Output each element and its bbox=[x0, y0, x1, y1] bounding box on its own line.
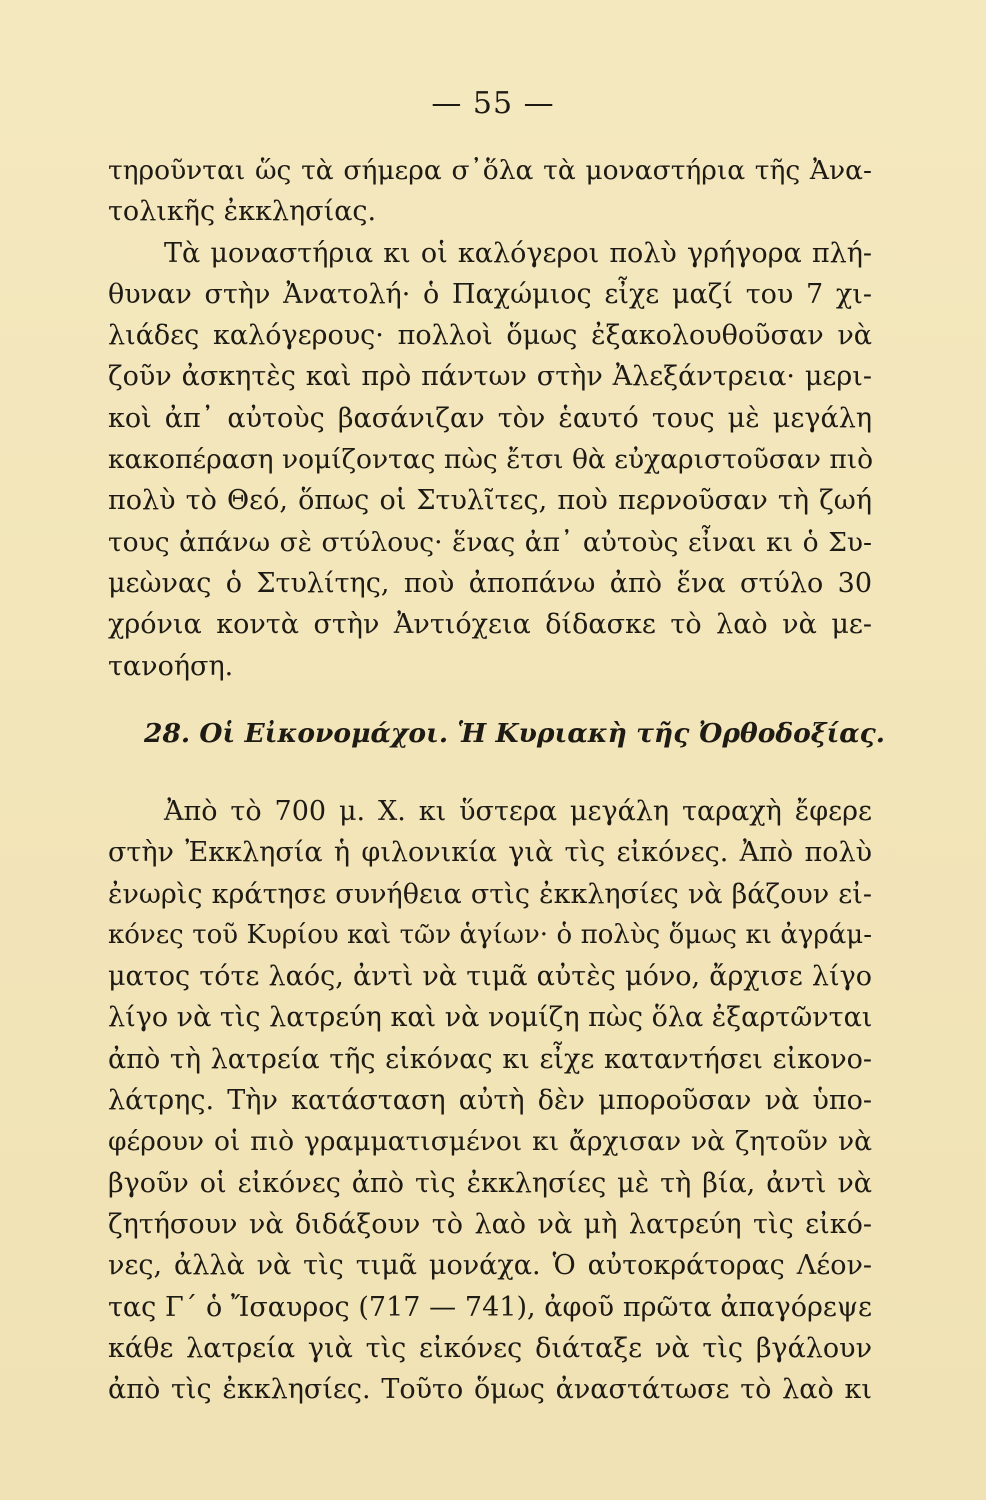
text-line: φέρουν οἱ πιὸ γραμματισμένοι κι ἄρχισαν νὰ ζητοῦν νὰ bbox=[108, 1126, 872, 1158]
text-line: θυναν στὴν Ἀνατολή· ὁ Παχώμιος εἶχε μαζί του 7 χι- bbox=[108, 278, 872, 310]
text-line: τους ἀπάνω σὲ στύλους· ἕνας ἀπ᾿ αὐτοὺς εἶναι κι ὁ Συ- bbox=[108, 526, 872, 558]
text-line: λίγο νὰ τὶς λατρεύη καὶ νὰ νομίζη πὼς ὅλα ἐξαρτῶνται bbox=[108, 1002, 873, 1034]
text-line: Τὰ μοναστήρια κι οἱ καλόγεροι πολὺ γρήγορα πλή- bbox=[164, 237, 872, 269]
text-line: βγοῦν οἱ εἰκόνες ἀπὸ τὶς ἐκκλησίες μὲ τὴ βία, ἀντὶ νὰ bbox=[108, 1167, 872, 1199]
text-line: τολικῆς ἐκκλησίας. bbox=[108, 196, 377, 228]
text-line: Ἀπὸ τὸ 700 μ. Χ. κι ὕστερα μεγάλη ταραχὴ ἔφερε bbox=[164, 796, 872, 827]
text-line: ζητήσουν νὰ διδάξουν τὸ λαὸ νὰ μὴ λατρεύη τὶς εἰκό- bbox=[108, 1208, 872, 1240]
text-line: κοὶ ἀπ᾿ αὐτοὺς βασάνιζαν τὸν ἑαυτό τους μὲ μεγάλη bbox=[108, 402, 872, 434]
text-line: μεὼνας ὁ Στυλίτης, ποὺ ἀποπάνω ἀπὸ ἕνα στύλο 30 bbox=[108, 567, 872, 599]
text-line: πολὺ τὸ Θεό, ὅπως οἱ Στυλῖτες, ποὺ περνοῦσαν τὴ ζωή bbox=[108, 485, 872, 517]
section-heading bbox=[144, 714, 884, 754]
text-line: τηροῦνται ὥς τὰ σήμερα σ᾿ὅλα τὰ μοναστήρια τῆς Ἀνα- bbox=[108, 155, 872, 186]
text-line: ἀπὸ τὶς ἐκκλησίες. Τοῦτο ὅμως ἀναστάτωσε τὸ λαὸ κι bbox=[108, 1374, 872, 1406]
text-line: νες, ἀλλὰ νὰ τὶς τιμᾶ μονάχα. Ὁ αὐτοκράτορας Λέον- bbox=[108, 1250, 872, 1282]
text-line: τανοήση. bbox=[108, 650, 234, 682]
section-number: 28. bbox=[144, 718, 191, 749]
text-block-top bbox=[108, 150, 872, 687]
text-line: στὴν Ἐκκλησία ἡ φιλονικία γιὰ τὶς εἰκόνες. Ἀπὸ πολὺ bbox=[108, 837, 872, 869]
text-line: κακοπέραση νομίζοντας πὼς ἔτσι θὰ εὐχαριστοῦσαν πιὸ bbox=[108, 444, 874, 476]
text-line: τας Γ΄ ὁ Ἴσαυρος (717 — 741), ἀφοῦ πρῶτα ἀπαγόρεψε bbox=[108, 1291, 872, 1323]
text-line: λάτρης. Τὴν κατάσταση αὐτὴ δὲν μποροῦσαν νὰ ὑπο- bbox=[108, 1085, 872, 1117]
text-line: ζοῦν ἀσκητὲς καὶ πρὸ πάντων στὴν Ἀλεξάντρεια· μερι- bbox=[108, 361, 872, 393]
text-line: ἀπὸ τὴ λατρεία τῆς εἰκόνας κι εἶχε καταντήσει εἰκονο- bbox=[108, 1043, 872, 1075]
text-line: ματος τότε λαός, ἀντὶ νὰ τιμᾶ αὐτὲς μόνο, ἄρχισε λίγο bbox=[108, 961, 872, 993]
section-title: Οἱ Εἰκονομάχοι. Ἡ Κυριακὴ τῆς Ὀρθοδοξίας. bbox=[199, 718, 886, 749]
page-number: — 55 — bbox=[431, 86, 555, 121]
text-line: κόνες τοῦ Κυρίου καὶ τῶν ἁγίων· ὁ πολὺς ὅμως κι ἀγράμ- bbox=[108, 919, 872, 950]
text-block-bottom bbox=[108, 791, 872, 1410]
text-line: ἐνωρὶς κράτησε συνήθεια στὶς ἐκκλησίες νὰ βάζουν εἰ- bbox=[108, 878, 872, 910]
text-line: λιάδες καλόγερους· πολλοὶ ὅμως ἐξακολουθοῦσαν νὰ bbox=[108, 320, 872, 352]
text-line: χρόνια κοντὰ στὴν Ἀντιόχεια δίδασκε τὸ λαὸ νὰ με- bbox=[108, 609, 872, 641]
text-line: κάθε λατρεία γιὰ τὶς εἰκόνες διάταξε νὰ τὶς βγάλουν bbox=[108, 1332, 872, 1364]
